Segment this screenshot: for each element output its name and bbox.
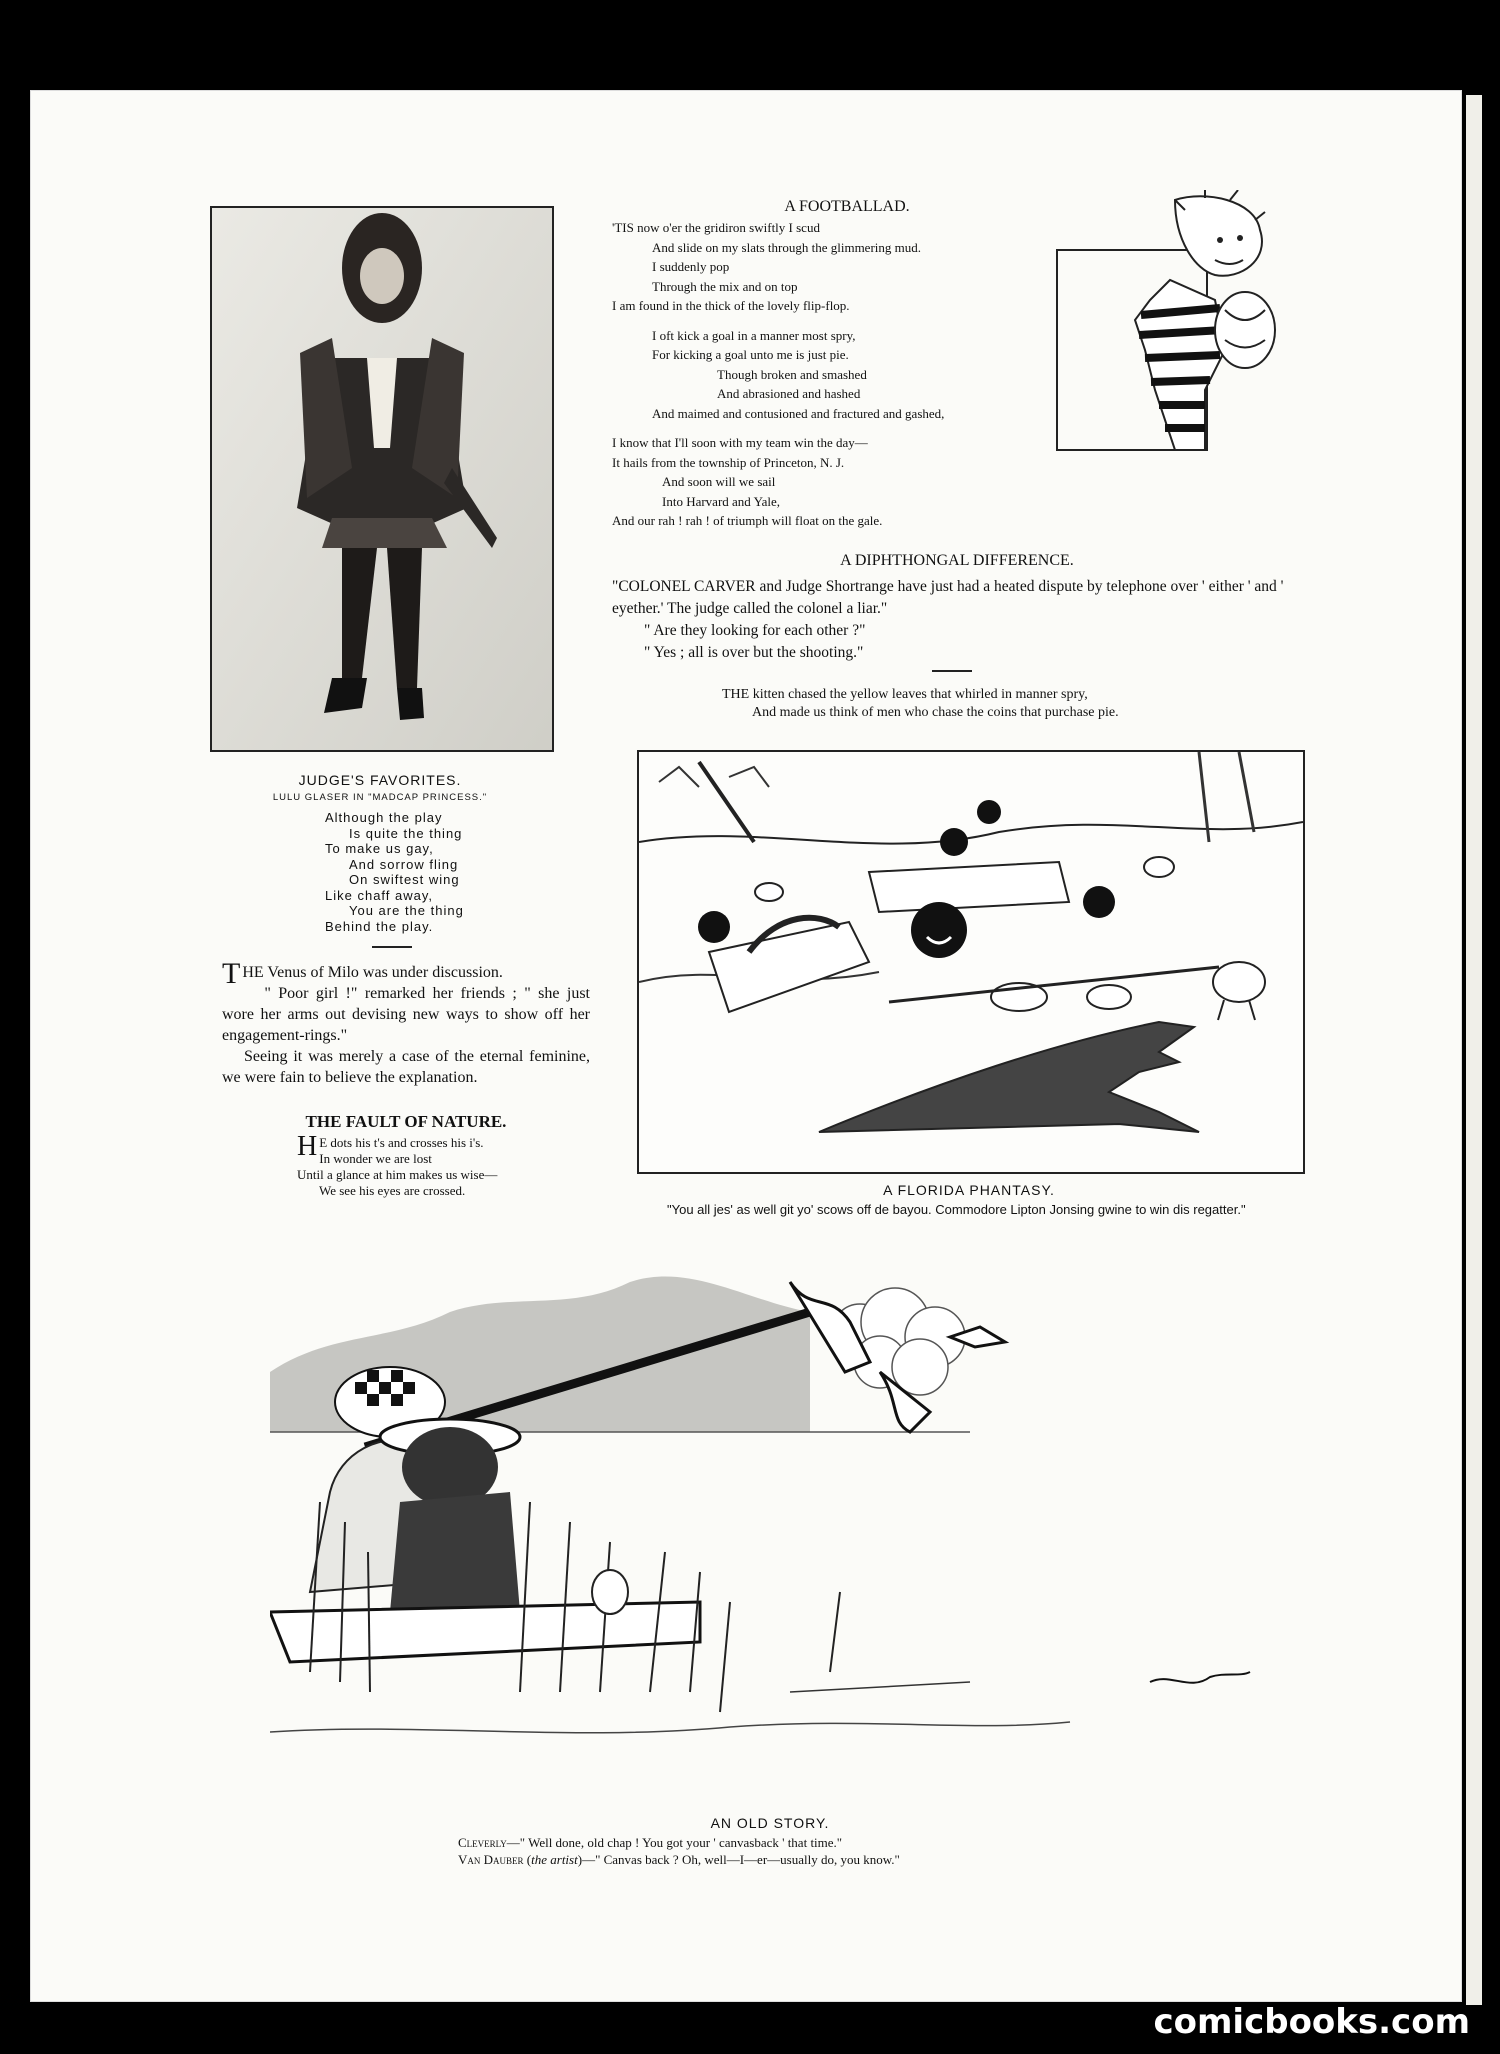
florida-cartoon xyxy=(637,750,1305,1174)
diphthong-p2: " Are they looking for each other ?" xyxy=(644,622,866,639)
football-poem-line: And slide on my slats through the glimmering mud. xyxy=(652,239,922,255)
diphthong-p3: " Yes ; all is over but the shooting." xyxy=(644,644,864,661)
football-poem-line: 'TIS now o'er the gridiron swiftly I scud xyxy=(612,220,820,235)
hunting-cartoon xyxy=(270,1252,1270,1812)
football-poem-line: And our rah ! rah ! of triumph will float on the gale. xyxy=(612,513,883,528)
football-poem xyxy=(612,218,944,531)
fault-line-3: Until a glance at him makes us wise— xyxy=(297,1167,498,1182)
kitten-line-1: THE kitten chased the yellow leaves that whirled in manner spry, xyxy=(722,687,1088,702)
speaker-cleverly: Cleverly xyxy=(458,1835,507,1850)
fault-dropcap: H xyxy=(297,1131,318,1162)
football-poem-line: I suddenly pop xyxy=(652,259,730,274)
speaker-note: the artist xyxy=(531,1852,578,1867)
football-poem-line: Through the mix and on top xyxy=(652,278,798,294)
kitten-verse xyxy=(722,686,1282,722)
football-poem-line xyxy=(612,423,944,433)
old-story-caption: Cleverly—" Well done, old chap ! You got your ' canvasback ' that time." Van Dauber (the artist)—" Canvas back ? Oh, well—I—er—usually do, you know." xyxy=(458,1835,900,1867)
football-poem-line: And abrasioned and hashed xyxy=(717,386,861,401)
fault-poem xyxy=(297,1131,498,1199)
football-poem-line: Though broken and smashed xyxy=(717,366,867,382)
site-watermark: comicbooks.com xyxy=(1153,2002,1470,2042)
florida-caption: "You all jes' as well git yo' scows off de bayou. Commodore Lipton Jonsing gwine to win dis regatter." xyxy=(667,1202,1246,1217)
favorites-poem-line: To make us gay, xyxy=(325,841,434,856)
football-poem-line: I know that I'll soon with my team win the day— xyxy=(612,435,868,450)
football-title: A FOOTBALLAD. xyxy=(784,198,910,215)
speaker-van-dauber: Van Dauber xyxy=(458,1852,524,1867)
venus-line1: HE Venus of Milo was under discussion. xyxy=(242,964,503,981)
actress-photo xyxy=(210,206,554,752)
hunting-cartoon-drawing xyxy=(270,1252,1270,1812)
venus-paragraph xyxy=(222,957,590,1088)
florida-title: A FLORIDA PHANTASY. xyxy=(883,1182,1055,1198)
fault-line-2: In wonder we are lost xyxy=(319,1151,432,1166)
favorites-poem-line: Although the play xyxy=(325,810,443,825)
diphthong-p1: "COLONEL CARVER and Judge Shortrange have just had a heated dispute by telephone over ' either ' and ' eyether.' The judge called the colonel a liar." xyxy=(612,578,1284,617)
football-poem-line: It hails from the township of Princeton, N. J. xyxy=(612,454,845,470)
kitten-line-2: And made us think of men who chase the coins that purchase pie. xyxy=(752,705,1119,720)
football-poem-line: And maimed and contusioned and fractured and gashed, xyxy=(652,405,945,421)
favorites-poem-line: And sorrow fling xyxy=(349,856,459,872)
football-poem-line xyxy=(612,316,944,326)
fault-title: THE FAULT OF NATURE. xyxy=(305,1112,507,1131)
favorites-poem xyxy=(325,810,464,934)
football-poem-line: I oft kick a goal in a manner most spry, xyxy=(652,327,856,343)
football-poem-line: I am found in the thick of the lovely flip-flop. xyxy=(612,298,850,313)
favorites-poem-line: Behind the play. xyxy=(325,918,434,934)
van-dauber-line: —" Canvas back ? Oh, well—I—er—usually do, you know." xyxy=(582,1852,900,1867)
actress-photo-drawing xyxy=(212,208,552,750)
venus-line3: Seeing it was merely a case of the eternal feminine, we were fain to believe the explanation. xyxy=(222,1048,590,1086)
fault-line-1: E dots his t's and crosses his i's. xyxy=(319,1135,484,1150)
diphthong-text xyxy=(612,576,1312,664)
favorites-poem-line: You are the thing xyxy=(349,903,464,918)
favorites-subtitle: LULU GLASER IN "MADCAP PRINCESS." xyxy=(272,792,488,803)
favorites-poem-line: Is quite the thing xyxy=(349,825,463,841)
divider xyxy=(932,670,972,672)
fault-line-4: We see his eyes are crossed. xyxy=(319,1183,466,1198)
favorites-poem-line: On swiftest wing xyxy=(349,872,460,887)
diphthong-title: A DIPHTHONGAL DIFFERENCE. xyxy=(840,552,1074,569)
football-poem-line: For kicking a goal unto me is just pie. xyxy=(652,347,849,362)
football-poem-line: And soon will we sail xyxy=(662,474,776,489)
favorites-title: JUDGE'S FAVORITES. xyxy=(298,772,462,788)
football-clown-illustration xyxy=(1055,190,1295,470)
venus-dropcap: T xyxy=(222,957,241,990)
florida-cartoon-drawing xyxy=(639,752,1303,1172)
cleverly-line: —" Well done, old chap ! You got your ' canvasback ' that time." xyxy=(506,1835,843,1850)
old-story-title: AN OLD STORY. xyxy=(710,1815,830,1831)
next-page-edge xyxy=(1466,95,1482,2005)
favorites-poem-line: Like chaff away, xyxy=(325,887,434,903)
football-poem-line: Into Harvard and Yale, xyxy=(662,493,781,509)
venus-line2: " Poor girl !" remarked her friends ; " she just wore her arms out devising new ways to show off her engagement-rings." xyxy=(222,985,590,1044)
divider xyxy=(372,946,412,948)
